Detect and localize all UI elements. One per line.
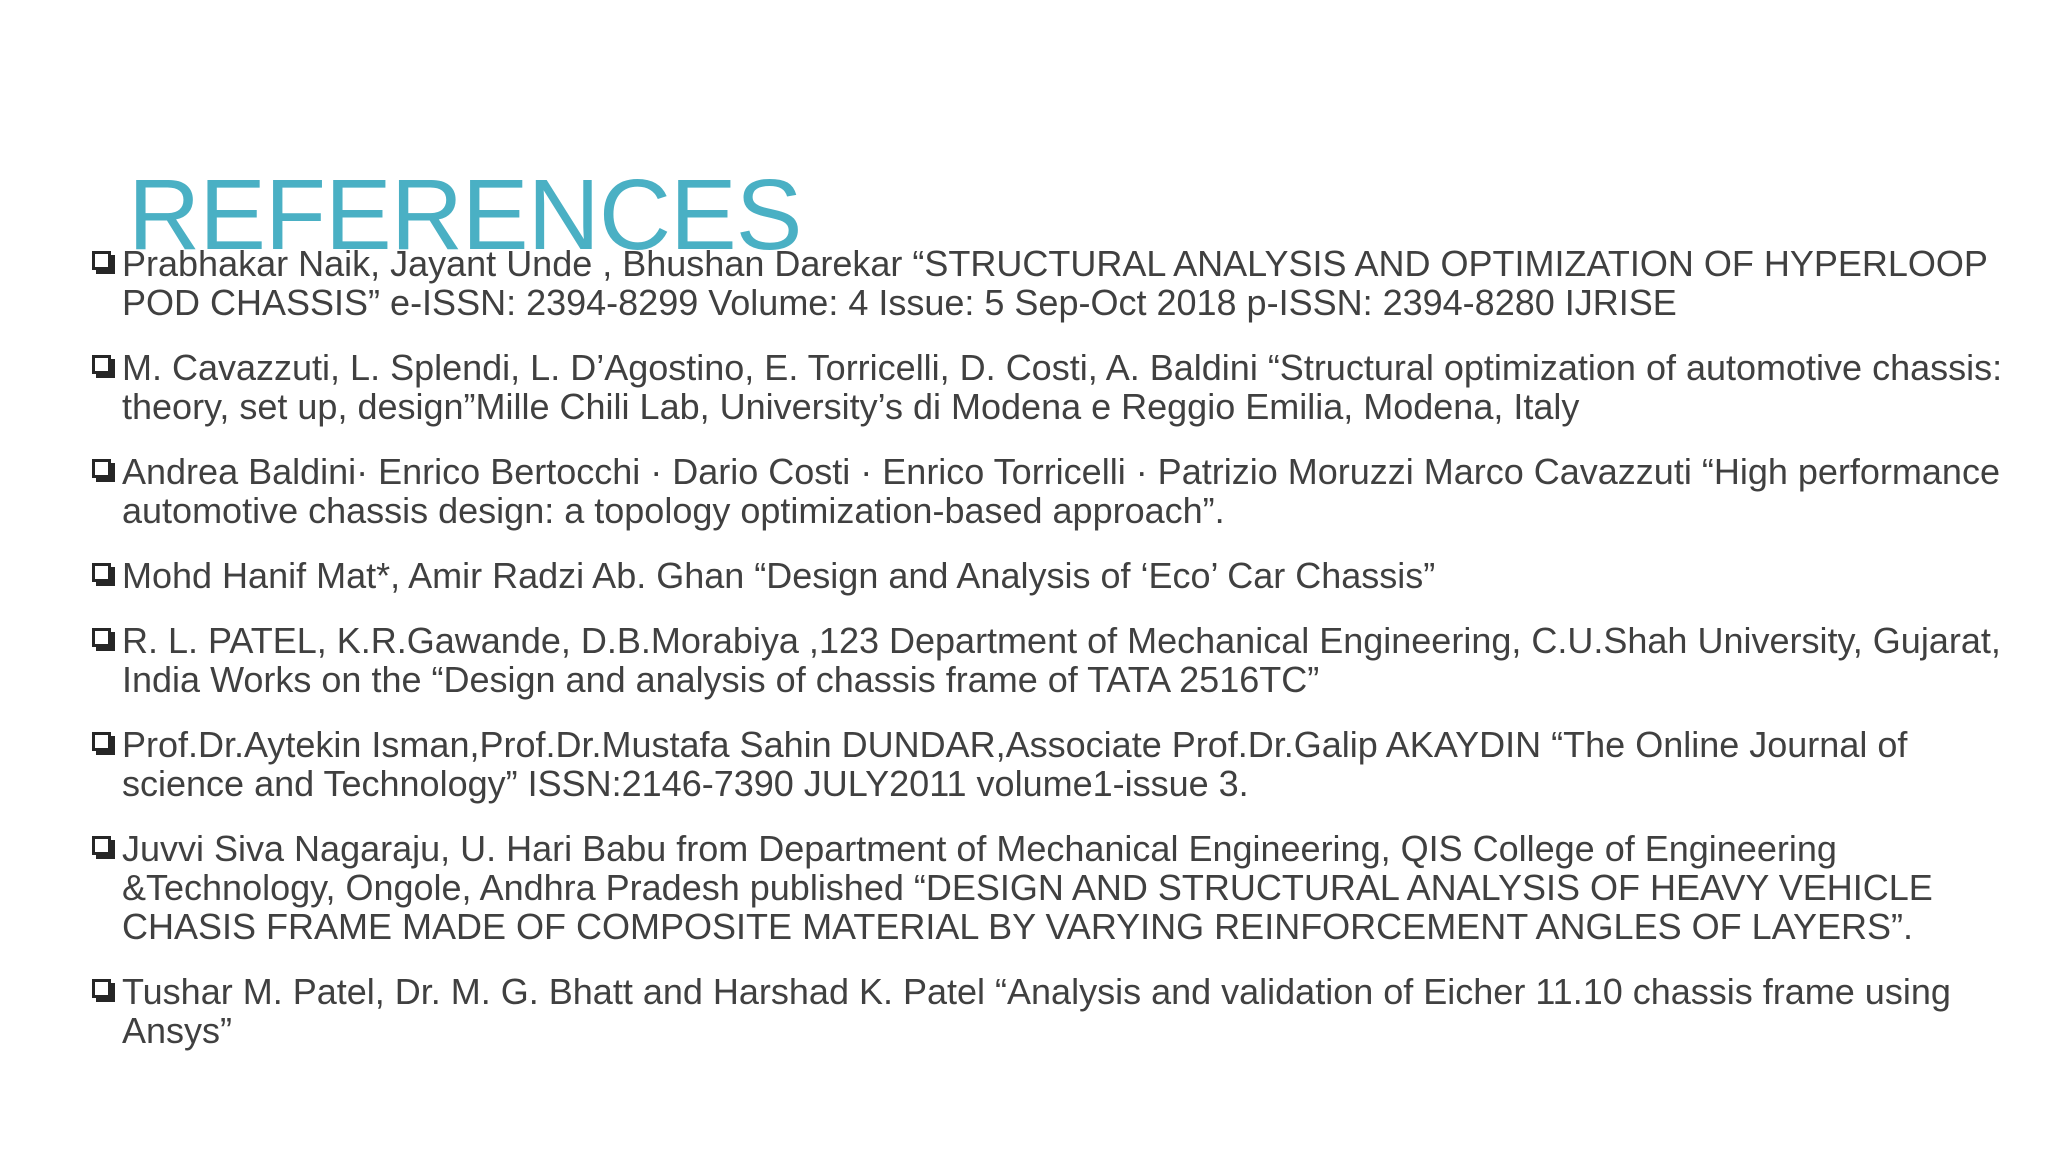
reference-list [92,244,2022,1076]
square-bullet-icon [92,836,111,855]
reference-item [92,556,2022,595]
reference-item [92,725,2022,803]
reference-text: Prabhakar Naik, Jayant Unde , Bhushan Darekar “STRUCTURAL ANALYSIS AND OPTIMIZATION OF HYPERLOOP POD CHASSIS” e-ISSN: 2394-8299 Volume: 4 Issue: 5 Sep-Oct 2018 p-ISSN: 2394-8280 IJRISE [122,243,1988,323]
reference-text: Mohd Hanif Mat*, Amir Radzi Ab. Ghan “Design and Analysis of ‘Eco’ Car Chassis” [122,555,1436,596]
reference-item [92,621,2022,699]
square-bullet-icon [92,979,111,998]
reference-item [92,452,2022,530]
reference-item [92,829,2022,946]
reference-text: Prof.Dr.Aytekin Isman,Prof.Dr.Mustafa Sahin DUNDAR,Associate Prof.Dr.Galip AKAYDIN “The Online Journal of science and Technology” ISSN:2146-7390 JULY2011 volume1-issue 3. [122,724,1908,804]
square-bullet-icon [92,251,111,270]
slide-title: REFERENCES [128,159,802,271]
reference-text: R. L. PATEL, K.R.Gawande, D.B.Morabiya ,123 Department of Mechanical Engineering, C.U.Shah University, Gujarat, India Works on the “Design and analysis of chassis frame of TATA 2516TC” [122,620,2001,700]
reference-text: M. Cavazzuti, L. Splendi, L. D’Agostino, E. Torricelli, D. Costi, A. Baldini “Structural optimization of automotive chassis: theory, set up, design”Mille Chili Lab, University’s di Modena e Reggio Emilia, Modena, Italy [122,347,2003,427]
square-bullet-icon [92,628,111,647]
reference-text: Tushar M. Patel, Dr. M. G. Bhatt and Harshad K. Patel “Analysis and validation of Eicher 11.10 chassis frame using Ansys” [122,971,1951,1051]
reference-text: Juvvi Siva Nagaraju, U. Hari Babu from Department of Mechanical Engineering, QIS College of Engineering &Technology, Ongole, Andhra Pradesh published “DESIGN AND STRUCTURAL ANALYSIS OF HEAVY VEHICLE CHASIS FRAME MADE OF COMPOSITE MATERIAL BY VARYING REINFORCEMENT ANGLES OF LAYERS”. [122,828,1933,947]
square-bullet-icon [92,563,111,582]
reference-item [92,244,2022,322]
square-bullet-icon [92,732,111,751]
square-bullet-icon [92,355,111,374]
reference-text: Andrea Baldini· Enrico Bertocchi · Dario Costi · Enrico Torricelli · Patrizio Moruzzi Marco Cavazzuti “High performance automotive chassis design: a topology optimization-based approach”. [122,451,2000,531]
square-bullet-icon [92,459,111,478]
reference-item [92,348,2022,426]
reference-item [92,972,2022,1050]
